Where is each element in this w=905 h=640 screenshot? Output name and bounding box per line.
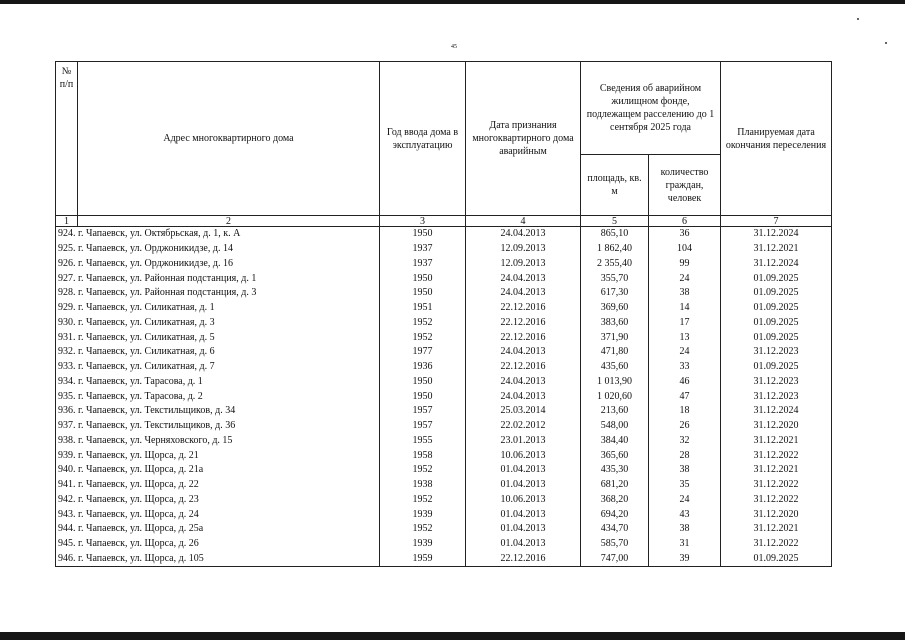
cell-year: 1952 <box>380 493 466 508</box>
cell-area: 368,20 <box>581 493 649 508</box>
cell-address: 927. г. Чапаевск, ул. Районная подстанция, д. 1 <box>56 271 380 286</box>
cell-recognition-date: 22.12.2016 <box>466 330 581 345</box>
cell-planned-date: 31.12.2022 <box>721 448 832 463</box>
cell-address: 931. г. Чапаевск, ул. Силикатная, д. 5 <box>56 330 380 345</box>
cell-people-count: 24 <box>649 345 721 360</box>
cell-recognition-date: 10.06.2013 <box>466 493 581 508</box>
cell-year: 1950 <box>380 286 466 301</box>
header-address: Адрес многоквартирного дома <box>78 62 380 216</box>
cell-address: 938. г. Чапаевск, ул. Черняховского, д. 15 <box>56 434 380 449</box>
cell-year: 1939 <box>380 507 466 522</box>
cell-planned-date: 01.09.2025 <box>721 552 832 567</box>
cell-planned-date: 31.12.2023 <box>721 345 832 360</box>
cell-recognition-date: 01.04.2013 <box>466 507 581 522</box>
cell-area: 384,40 <box>581 434 649 449</box>
cell-year: 1952 <box>380 522 466 537</box>
cell-recognition-date: 22.12.2016 <box>466 301 581 316</box>
cell-area: 365,60 <box>581 448 649 463</box>
cell-people-count: 33 <box>649 360 721 375</box>
cell-year: 1977 <box>380 345 466 360</box>
cell-year: 1937 <box>380 257 466 272</box>
cell-people-count: 47 <box>649 389 721 404</box>
cell-area: 617,30 <box>581 286 649 301</box>
column-number-cell: 5 <box>581 216 649 227</box>
cell-recognition-date: 22.12.2016 <box>466 316 581 331</box>
cell-address: 925. г. Чапаевск, ул. Орджоникидзе, д. 14 <box>56 242 380 257</box>
cell-year: 1959 <box>380 552 466 567</box>
emergency-housing-table <box>55 61 832 567</box>
table-row <box>56 375 832 390</box>
cell-address: 940. г. Чапаевск, ул. Щорса, д. 21а <box>56 463 380 478</box>
cell-area: 355,70 <box>581 271 649 286</box>
cell-year: 1939 <box>380 537 466 552</box>
cell-year: 1950 <box>380 375 466 390</box>
cell-area: 213,60 <box>581 404 649 419</box>
table-row <box>56 242 832 257</box>
column-number-cell: 4 <box>466 216 581 227</box>
cell-people-count: 28 <box>649 448 721 463</box>
cell-area: 747,00 <box>581 552 649 567</box>
cell-planned-date: 01.09.2025 <box>721 286 832 301</box>
cell-recognition-date: 24.04.2013 <box>466 375 581 390</box>
cell-people-count: 36 <box>649 227 721 242</box>
table-row <box>56 345 832 360</box>
table-row <box>56 463 832 478</box>
column-number-cell: 7 <box>721 216 832 227</box>
cell-planned-date: 01.09.2025 <box>721 330 832 345</box>
table-row <box>56 507 832 522</box>
cell-year: 1955 <box>380 434 466 449</box>
cell-recognition-date: 24.04.2013 <box>466 227 581 242</box>
cell-address: 945. г. Чапаевск, ул. Щорса, д. 26 <box>56 537 380 552</box>
cell-address: 926. г. Чапаевск, ул. Орджоникидзе, д. 16 <box>56 257 380 272</box>
cell-people-count: 38 <box>649 522 721 537</box>
cell-year: 1957 <box>380 419 466 434</box>
cell-people-count: 99 <box>649 257 721 272</box>
cell-recognition-date: 22.12.2016 <box>466 360 581 375</box>
header-date-recognized: Дата признания многоквартирного дома аварийным <box>466 62 581 216</box>
cell-recognition-date: 10.06.2013 <box>466 448 581 463</box>
cell-people-count: 43 <box>649 507 721 522</box>
cell-area: 694,20 <box>581 507 649 522</box>
cell-people-count: 38 <box>649 463 721 478</box>
cell-year: 1950 <box>380 227 466 242</box>
cell-planned-date: 31.12.2023 <box>721 375 832 390</box>
cell-planned-date: 31.12.2020 <box>721 507 832 522</box>
cell-people-count: 38 <box>649 286 721 301</box>
cell-planned-date: 31.12.2021 <box>721 242 832 257</box>
scan-speck <box>885 42 887 44</box>
scan-bottom-edge <box>0 632 905 640</box>
cell-address: 932. г. Чапаевск, ул. Силикатная, д. 6 <box>56 345 380 360</box>
column-number-cell: 1 <box>56 216 78 227</box>
cell-year: 1952 <box>380 463 466 478</box>
cell-year: 1951 <box>380 301 466 316</box>
cell-address: 930. г. Чапаевск, ул. Силикатная, д. 3 <box>56 316 380 331</box>
cell-area: 371,90 <box>581 330 649 345</box>
cell-recognition-date: 22.02.2012 <box>466 419 581 434</box>
cell-area: 865,10 <box>581 227 649 242</box>
cell-area: 369,60 <box>581 301 649 316</box>
cell-address: 928. г. Чапаевск, ул. Районная подстанция, д. 3 <box>56 286 380 301</box>
cell-recognition-date: 01.04.2013 <box>466 522 581 537</box>
header-row-number: № п/п <box>56 62 78 216</box>
cell-year: 1936 <box>380 360 466 375</box>
page-number: 45 <box>451 44 457 50</box>
cell-recognition-date: 24.04.2013 <box>466 389 581 404</box>
header-year-commissioned: Год ввода дома в эксплуатацию <box>380 62 466 216</box>
cell-people-count: 39 <box>649 552 721 567</box>
cell-area: 585,70 <box>581 537 649 552</box>
header-housing-info-group: Сведения об аварийном жилищном фонде, подлежащем расселению до 1 сентября 2025 года <box>581 62 721 155</box>
cell-people-count: 18 <box>649 404 721 419</box>
table-row <box>56 227 832 242</box>
cell-address: 946. г. Чапаевск, ул. Щорса, д. 105 <box>56 552 380 567</box>
cell-address: 935. г. Чапаевск, ул. Тарасова, д. 2 <box>56 389 380 404</box>
cell-address: 933. г. Чапаевск, ул. Силикатная, д. 7 <box>56 360 380 375</box>
cell-planned-date: 31.12.2022 <box>721 537 832 552</box>
table-row <box>56 434 832 449</box>
table-body <box>56 227 832 567</box>
header-area: площадь, кв. м <box>581 155 649 216</box>
cell-area: 435,30 <box>581 463 649 478</box>
table-row <box>56 301 832 316</box>
cell-planned-date: 31.12.2021 <box>721 522 832 537</box>
table-row <box>56 537 832 552</box>
cell-address: 929. г. Чапаевск, ул. Силикатная, д. 1 <box>56 301 380 316</box>
cell-address: 943. г. Чапаевск, ул. Щорса, д. 24 <box>56 507 380 522</box>
cell-people-count: 32 <box>649 434 721 449</box>
cell-people-count: 31 <box>649 537 721 552</box>
cell-people-count: 104 <box>649 242 721 257</box>
column-number-cell: 3 <box>380 216 466 227</box>
cell-recognition-date: 12.09.2013 <box>466 242 581 257</box>
table-row <box>56 448 832 463</box>
table-row <box>56 404 832 419</box>
cell-planned-date: 31.12.2022 <box>721 478 832 493</box>
cell-area: 435,60 <box>581 360 649 375</box>
table-row <box>56 286 832 301</box>
header-people-count: количество граждан, человек <box>649 155 721 216</box>
cell-address: 941. г. Чапаевск, ул. Щорса, д. 22 <box>56 478 380 493</box>
column-number-cell: 6 <box>649 216 721 227</box>
cell-area: 1 020,60 <box>581 389 649 404</box>
table-row <box>56 493 832 508</box>
table-row <box>56 360 832 375</box>
cell-year: 1952 <box>380 330 466 345</box>
column-number-cell: 2 <box>78 216 380 227</box>
cell-people-count: 24 <box>649 271 721 286</box>
cell-address: 924. г. Чапаевск, ул. Октябрьская, д. 1, к. А <box>56 227 380 242</box>
cell-planned-date: 31.12.2022 <box>721 493 832 508</box>
cell-address: 934. г. Чапаевск, ул. Тарасова, д. 1 <box>56 375 380 390</box>
cell-area: 2 355,40 <box>581 257 649 272</box>
table-row <box>56 389 832 404</box>
cell-people-count: 46 <box>649 375 721 390</box>
cell-planned-date: 01.09.2025 <box>721 360 832 375</box>
cell-recognition-date: 12.09.2013 <box>466 257 581 272</box>
cell-recognition-date: 22.12.2016 <box>466 552 581 567</box>
cell-people-count: 35 <box>649 478 721 493</box>
cell-recognition-date: 01.04.2013 <box>466 537 581 552</box>
cell-year: 1938 <box>380 478 466 493</box>
table-row <box>56 419 832 434</box>
cell-area: 383,60 <box>581 316 649 331</box>
cell-planned-date: 31.12.2020 <box>721 419 832 434</box>
cell-area: 471,80 <box>581 345 649 360</box>
cell-planned-date: 31.12.2023 <box>721 389 832 404</box>
cell-people-count: 14 <box>649 301 721 316</box>
cell-planned-date: 31.12.2024 <box>721 227 832 242</box>
table-row <box>56 271 832 286</box>
scan-speck <box>857 18 859 20</box>
header-planned-date: Планируемая дата окончания переселения <box>721 62 832 216</box>
cell-planned-date: 31.12.2024 <box>721 257 832 272</box>
cell-planned-date: 01.09.2025 <box>721 301 832 316</box>
cell-area: 434,70 <box>581 522 649 537</box>
cell-recognition-date: 01.04.2013 <box>466 463 581 478</box>
cell-recognition-date: 24.04.2013 <box>466 345 581 360</box>
cell-address: 944. г. Чапаевск, ул. Щорса, д. 25а <box>56 522 380 537</box>
cell-year: 1950 <box>380 389 466 404</box>
table-row <box>56 330 832 345</box>
cell-planned-date: 31.12.2024 <box>721 404 832 419</box>
cell-year: 1952 <box>380 316 466 331</box>
cell-year: 1950 <box>380 271 466 286</box>
cell-recognition-date: 23.01.2013 <box>466 434 581 449</box>
cell-recognition-date: 01.04.2013 <box>466 478 581 493</box>
column-number-row <box>56 216 832 227</box>
cell-planned-date: 01.09.2025 <box>721 316 832 331</box>
cell-area: 681,20 <box>581 478 649 493</box>
scan-top-edge <box>0 0 905 4</box>
cell-address: 937. г. Чапаевск, ул. Текстильщиков, д. 36 <box>56 419 380 434</box>
cell-year: 1958 <box>380 448 466 463</box>
cell-recognition-date: 24.04.2013 <box>466 271 581 286</box>
cell-area: 548,00 <box>581 419 649 434</box>
cell-address: 936. г. Чапаевск, ул. Текстильщиков, д. 34 <box>56 404 380 419</box>
table-row <box>56 316 832 331</box>
cell-address: 939. г. Чапаевск, ул. Щорса, д. 21 <box>56 448 380 463</box>
cell-year: 1937 <box>380 242 466 257</box>
cell-people-count: 24 <box>649 493 721 508</box>
table-row <box>56 478 832 493</box>
cell-recognition-date: 24.04.2013 <box>466 286 581 301</box>
table-row <box>56 522 832 537</box>
cell-people-count: 17 <box>649 316 721 331</box>
cell-area: 1 013,90 <box>581 375 649 390</box>
cell-area: 1 862,40 <box>581 242 649 257</box>
cell-people-count: 26 <box>649 419 721 434</box>
cell-planned-date: 31.12.2021 <box>721 434 832 449</box>
table-row <box>56 257 832 272</box>
cell-people-count: 13 <box>649 330 721 345</box>
cell-planned-date: 01.09.2025 <box>721 271 832 286</box>
cell-address: 942. г. Чапаевск, ул. Щорса, д. 23 <box>56 493 380 508</box>
cell-recognition-date: 25.03.2014 <box>466 404 581 419</box>
table-row <box>56 552 832 567</box>
cell-planned-date: 31.12.2021 <box>721 463 832 478</box>
cell-year: 1957 <box>380 404 466 419</box>
